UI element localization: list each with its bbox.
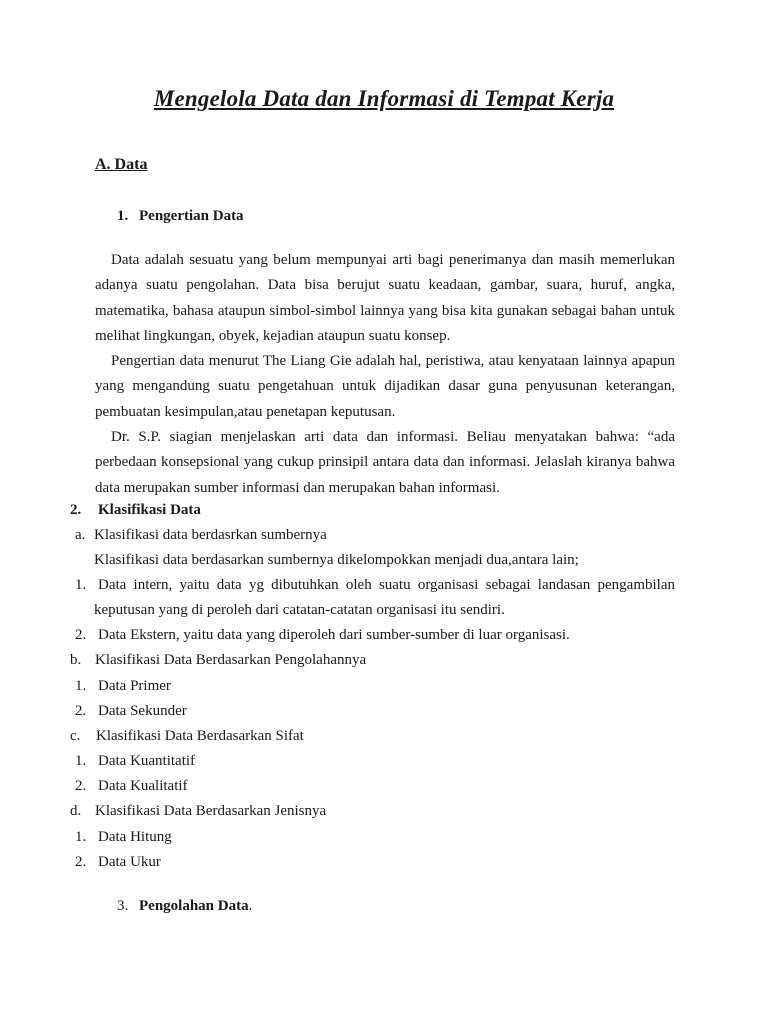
subheading-number: 1. (117, 208, 129, 224)
list-number: 1. (75, 678, 87, 694)
list-marker: c. (70, 728, 81, 744)
list-item-text: Data Kualitatif (98, 778, 188, 794)
paragraph-siagian: Dr. S.P. siagian menjelaskan arti data dan informasi. Beliau menyatakan bahwa: “ada perbedaan konsepsional yang cukup prinsipil antara data dan informasi. Jelaslah kiranya bahwa data merupakan sumber informasi dan merupakan bahan informasi. (95, 429, 675, 496)
list-item-text: Data Hitung (98, 829, 172, 845)
paragraph-definition: Data adalah sesuatu yang belum mempunyai arti bagi penerimanya dan masih memerlukan adanya suatu pengolahan. Data bisa berujut suatu keadaan, gambar, suara, huruf, angka, matematika, bahasa ataupun simbol-simbol lainnya yang bisa kita gunakan sebagai bahan untuk melihat lingkungan, obyek, kejadian ataupun suatu konsep. (95, 252, 675, 344)
section-heading-data: A. Data (95, 156, 148, 173)
list-item-text: Data Ekstern, yaitu data yang diperoleh dari sumber-sumber di luar organisasi. (98, 627, 570, 643)
subheading-trailing-period: . (248, 898, 253, 914)
list-number: 1. (75, 753, 87, 769)
document-title: Mengelola Data dan Informasi di Tempat Kerja (153, 86, 615, 111)
list-item-text-continued: keputusan yang di peroleh dari catatan-catatan organisasi itu sendiri. (94, 602, 505, 618)
subheading-klasifikasi-data: Klasifikasi Data (98, 502, 201, 518)
list-item-text: Data intern, yaitu data yg dibutuhkan oleh suatu organisasi sebagai landasan pengambilan (98, 577, 675, 593)
classification-a-label: Klasifikasi data berdasrkan sumbernya (94, 527, 327, 543)
list-number: 2. (75, 627, 87, 643)
classification-b-label: Klasifikasi Data Berdasarkan Pengolahannya (95, 652, 367, 668)
subheading-pengolahan-data (139, 898, 252, 915)
list-marker: b. (70, 652, 82, 668)
subheading-number: 2. (70, 502, 82, 518)
list-marker: a. (75, 527, 86, 543)
list-number: 2. (75, 703, 87, 719)
list-marker: d. (70, 803, 82, 819)
list-item-text: Data Sekunder (98, 703, 187, 719)
list-item-text: Data Kuantitatif (98, 753, 196, 769)
paragraph-the-liang-gie: Pengertian data menurut The Liang Gie adalah hal, peristiwa, atau kenyataan lainnya apapun yang mengandung suatu pengetahuan untuk dijadikan dasar guna penyusunan keterangan, pembuatan kesimpulan,atau penetapan keputusan. (95, 353, 675, 420)
classification-c-label: Klasifikasi Data Berdasarkan Sifat (96, 728, 304, 744)
classification-d-label: Klasifikasi Data Berdasarkan Jenisnya (95, 803, 327, 819)
subheading-number: 3. (117, 898, 129, 914)
list-item-text: Data Primer (98, 678, 171, 694)
subheading-label: Pengertian Data (139, 208, 244, 224)
list-number: 2. (75, 854, 87, 870)
list-item-text: Data Ukur (98, 854, 161, 870)
list-number: 1. (75, 829, 87, 845)
classification-a-intro: Klasifikasi data berdasarkan sumbernya dikelompokkan menjadi dua,antara lain; (94, 552, 579, 568)
subheading-label: Pengolahan Data (139, 898, 249, 914)
list-number: 1. (75, 577, 87, 593)
list-number: 2. (75, 778, 87, 794)
